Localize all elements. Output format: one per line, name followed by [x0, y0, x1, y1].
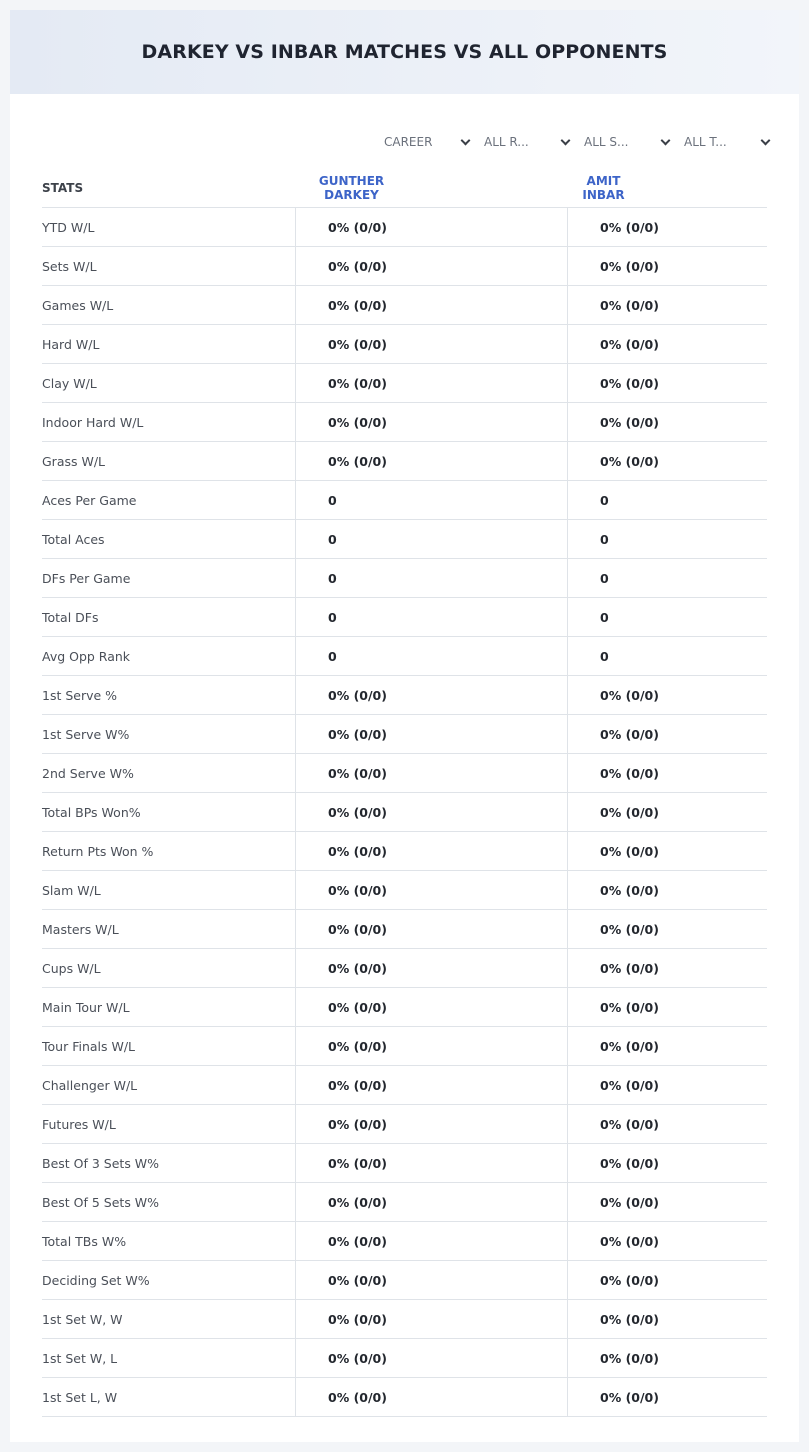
player1-stat-value: 0% (0/0) — [295, 403, 567, 441]
table-row — [42, 208, 767, 247]
surface-filter-select[interactable] — [574, 128, 674, 156]
player1-stat-value: 0% (0/0) — [295, 949, 567, 987]
table-row — [42, 754, 767, 793]
stat-label: Cups W/L — [42, 960, 101, 976]
stat-label: 1st Set W, W — [42, 1311, 123, 1327]
player2-stat-value: 0 — [567, 637, 767, 675]
player2-stat-value: 0% (0/0) — [567, 1144, 767, 1182]
player1-stat-value: 0% (0/0) — [295, 1261, 567, 1299]
player1-stat-value: 0% (0/0) — [295, 871, 567, 909]
stat-label: YTD W/L — [42, 219, 95, 235]
table-row — [42, 1261, 767, 1300]
stat-label: Indoor Hard W/L — [42, 414, 144, 430]
chevron-down-icon — [561, 135, 571, 145]
table-row — [42, 1105, 767, 1144]
player2-stat-value: 0% (0/0) — [567, 208, 767, 246]
player2-stat-value: 0% (0/0) — [567, 442, 767, 480]
chevron-down-icon — [461, 135, 471, 145]
card-header — [10, 10, 799, 94]
stat-label: Best Of 5 Sets W% — [42, 1194, 160, 1210]
filter-bar — [374, 128, 774, 156]
player1-stat-value: 0% (0/0) — [295, 1066, 567, 1104]
player2-stat-value: 0% (0/0) — [567, 1378, 767, 1416]
player2-stat-value: 0 — [567, 559, 767, 597]
player1-stat-value: 0 — [295, 481, 567, 519]
stat-label: 1st Serve W% — [42, 726, 130, 742]
surface-filter-label: ALL S... — [584, 135, 629, 149]
player1-stat-value: 0% (0/0) — [295, 1339, 567, 1377]
period-filter-select[interactable] — [374, 128, 474, 156]
stats-table — [42, 168, 767, 1417]
player2-stat-value: 0% (0/0) — [567, 1261, 767, 1299]
player2-stat-value: 0% (0/0) — [567, 1105, 767, 1143]
chevron-down-icon — [661, 135, 671, 145]
stat-label: Challenger W/L — [42, 1077, 138, 1093]
player1-stat-value: 0% (0/0) — [295, 910, 567, 948]
player2-stat-value: 0% (0/0) — [567, 949, 767, 987]
period-filter-label: CAREER — [384, 135, 433, 149]
stat-label: Aces Per Game — [42, 492, 137, 508]
player1-stat-value: 0% (0/0) — [295, 1027, 567, 1065]
player2-stat-value: 0% (0/0) — [567, 403, 767, 441]
player2-stat-value: 0% (0/0) — [567, 1300, 767, 1338]
player2-name-link[interactable]: AMIT INBAR — [582, 173, 625, 202]
stat-label: Deciding Set W% — [42, 1272, 150, 1288]
player2-stat-value: 0% (0/0) — [567, 325, 767, 363]
player1-stat-value: 0% (0/0) — [295, 1378, 567, 1416]
player1-stat-value: 0% (0/0) — [295, 1105, 567, 1143]
player2-stat-value: 0% (0/0) — [567, 1066, 767, 1104]
stats-column-header: STATS — [42, 180, 84, 195]
player1-stat-value: 0% (0/0) — [295, 1300, 567, 1338]
stat-label: Total TBs W% — [42, 1233, 127, 1249]
table-row — [42, 364, 767, 403]
player2-stat-value: 0% (0/0) — [567, 247, 767, 285]
stat-label: Tour Finals W/L — [42, 1038, 136, 1054]
player2-stat-value: 0% (0/0) — [567, 364, 767, 402]
stat-label: Slam W/L — [42, 882, 101, 898]
stat-label: 1st Set L, W — [42, 1389, 118, 1405]
player2-stat-value: 0 — [567, 598, 767, 636]
table-row — [42, 520, 767, 559]
round-filter-label: ALL R... — [484, 135, 529, 149]
player1-stat-value: 0 — [295, 598, 567, 636]
table-row — [42, 1027, 767, 1066]
page-title: DARKEY VS INBAR MATCHES VS ALL OPPONENTS — [141, 41, 668, 63]
player2-stat-value: 0% (0/0) — [567, 988, 767, 1026]
player1-column-header[interactable] — [295, 174, 567, 202]
player2-stat-value: 0% (0/0) — [567, 1339, 767, 1377]
table-row — [42, 442, 767, 481]
stat-label: 1st Serve % — [42, 687, 118, 703]
player1-stat-value: 0% (0/0) — [295, 364, 567, 402]
player2-stat-value: 0% (0/0) — [567, 832, 767, 870]
table-row — [42, 988, 767, 1027]
player2-stat-value: 0% (0/0) — [567, 793, 767, 831]
stat-label: Best Of 3 Sets W% — [42, 1155, 160, 1171]
player2-stat-value: 0% (0/0) — [567, 1183, 767, 1221]
table-row — [42, 949, 767, 988]
stat-label: 1st Set W, L — [42, 1350, 118, 1366]
stats-card — [10, 10, 799, 1442]
table-row — [42, 598, 767, 637]
player2-stat-value: 0% (0/0) — [567, 754, 767, 792]
table-row — [42, 286, 767, 325]
table-row — [42, 481, 767, 520]
table-row — [42, 559, 767, 598]
stat-label: DFs Per Game — [42, 570, 131, 586]
player1-stat-value: 0% (0/0) — [295, 715, 567, 753]
table-row — [42, 1183, 767, 1222]
table-row — [42, 676, 767, 715]
table-row — [42, 403, 767, 442]
player2-stat-value: 0% (0/0) — [567, 1222, 767, 1260]
stat-label: 2nd Serve W% — [42, 765, 134, 781]
table-row — [42, 1300, 767, 1339]
table-row — [42, 1378, 767, 1417]
table-body — [42, 208, 767, 1417]
stat-label: Main Tour W/L — [42, 999, 130, 1015]
player2-stat-value: 0% (0/0) — [567, 1027, 767, 1065]
stat-label: Avg Opp Rank — [42, 648, 131, 664]
stat-label: Masters W/L — [42, 921, 119, 937]
player1-stat-value: 0% (0/0) — [295, 754, 567, 792]
chevron-down-icon — [761, 135, 771, 145]
stat-label: Sets W/L — [42, 258, 97, 274]
round-filter-select[interactable] — [474, 128, 574, 156]
tournament-filter-label: ALL T... — [684, 135, 727, 149]
stat-label: Total BPs Won% — [42, 804, 141, 820]
table-row — [42, 715, 767, 754]
player1-stat-value: 0% (0/0) — [295, 1144, 567, 1182]
player2-stat-value: 0 — [567, 520, 767, 558]
stat-label: Games W/L — [42, 297, 114, 313]
player1-stat-value: 0% (0/0) — [295, 1222, 567, 1260]
player1-stat-value: 0% (0/0) — [295, 1183, 567, 1221]
player2-column-header[interactable] — [567, 174, 767, 202]
table-row — [42, 871, 767, 910]
table-row — [42, 1339, 767, 1378]
player2-stat-value: 0% (0/0) — [567, 910, 767, 948]
player1-stat-value: 0% (0/0) — [295, 676, 567, 714]
player2-stat-value: 0 — [567, 481, 767, 519]
tournament-filter-select[interactable] — [674, 128, 774, 156]
table-header — [42, 168, 767, 208]
stat-label: Total Aces — [42, 531, 105, 547]
table-row — [42, 637, 767, 676]
player1-stat-value: 0% (0/0) — [295, 832, 567, 870]
stat-label: Futures W/L — [42, 1116, 116, 1132]
table-row — [42, 832, 767, 871]
table-row — [42, 325, 767, 364]
player1-stat-value: 0% (0/0) — [295, 247, 567, 285]
player1-stat-value: 0 — [295, 520, 567, 558]
table-row — [42, 1066, 767, 1105]
player1-stat-value: 0% (0/0) — [295, 325, 567, 363]
player2-stat-value: 0% (0/0) — [567, 871, 767, 909]
player1-stat-value: 0% (0/0) — [295, 208, 567, 246]
table-row — [42, 910, 767, 949]
stat-label: Return Pts Won % — [42, 843, 154, 859]
stat-label: Grass W/L — [42, 453, 106, 469]
player1-stat-value: 0 — [295, 637, 567, 675]
player2-stat-value: 0% (0/0) — [567, 286, 767, 324]
stat-label: Clay W/L — [42, 375, 97, 391]
player1-stat-value: 0% (0/0) — [295, 988, 567, 1026]
player1-stat-value: 0% (0/0) — [295, 793, 567, 831]
table-row — [42, 793, 767, 832]
player1-stat-value: 0% (0/0) — [295, 442, 567, 480]
table-row — [42, 247, 767, 286]
stat-label: Hard W/L — [42, 336, 100, 352]
player2-stat-value: 0% (0/0) — [567, 676, 767, 714]
table-row — [42, 1144, 767, 1183]
table-row — [42, 1222, 767, 1261]
player1-name-link[interactable]: GUNTHER DARKEY — [318, 173, 385, 202]
stat-label: Total DFs — [42, 609, 99, 625]
player2-stat-value: 0% (0/0) — [567, 715, 767, 753]
player1-stat-value: 0% (0/0) — [295, 286, 567, 324]
player1-stat-value: 0 — [295, 559, 567, 597]
